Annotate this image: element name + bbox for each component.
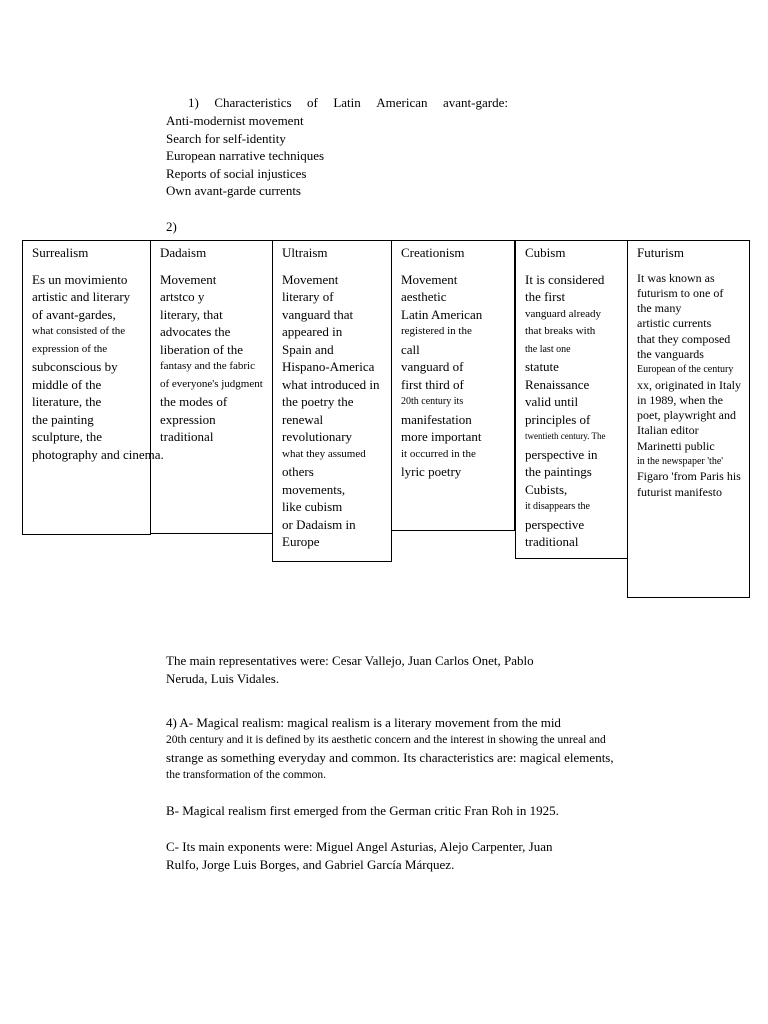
column-text-line: Marinetti public xyxy=(637,438,715,453)
table-column xyxy=(391,240,515,531)
column-text-line: sculpture, the xyxy=(32,429,103,444)
column-text-line: literary, that xyxy=(160,306,223,322)
column-text-line: of everyone's judgment xyxy=(160,377,263,390)
list-item: Own avant-garde currents xyxy=(166,183,301,198)
column-text-line: perspective xyxy=(525,516,585,532)
paragraph-line: strange as something everyday and common. Its characteristics are: magical elements, xyxy=(166,750,614,765)
heading-word: 1) xyxy=(188,95,199,110)
magical-realism-c xyxy=(166,838,553,873)
section1-heading xyxy=(188,94,508,112)
column-text-line: it occurred in the xyxy=(401,447,476,460)
list-item: Reports of social injustices xyxy=(166,165,307,181)
column-text-line: Movement xyxy=(282,271,339,287)
table-column xyxy=(272,240,392,562)
column-text-line: twentieth century. The xyxy=(525,431,606,441)
column-text-line: call xyxy=(401,341,420,357)
paragraph-line: The main representatives were: Cesar Vallejo, Juan Carlos Onet, Pablo xyxy=(166,653,534,668)
column-text-line: what introduced in xyxy=(282,376,380,392)
table-column xyxy=(150,240,273,534)
representatives-paragraph xyxy=(166,652,534,687)
column-text-line: photography and cinema. xyxy=(32,446,164,462)
column-text-line: Latin American xyxy=(401,306,483,322)
column-text-line: the painting xyxy=(32,411,94,427)
column-text-line: Renaissance xyxy=(525,376,590,392)
column-text-line: it disappears the xyxy=(525,501,590,512)
column-text-line: what consisted of the xyxy=(32,325,126,337)
column-text-line: European of the century xyxy=(637,364,734,376)
column-text-line: revolutionary xyxy=(282,429,353,444)
column-text-line: traditional xyxy=(160,429,214,444)
column-text-line: liberation of the xyxy=(160,341,244,357)
paragraph-line: Rulfo, Jorge Luis Borges, and Gabriel García Márquez. xyxy=(166,856,455,872)
list-item: European narrative techniques xyxy=(166,148,325,163)
column-text-line: Europe xyxy=(282,534,320,549)
paragraph-line: 4) A- Magical realism: magical realism is a literary movement from the mid xyxy=(166,715,561,730)
paragraph-line: the transformation of the common. xyxy=(166,768,327,781)
column-text-line: fantasy and the fabric xyxy=(160,360,255,372)
column-text-line: subconscious by xyxy=(32,359,118,374)
column-text-line: or Dadaism in xyxy=(282,516,356,532)
column-text-line: vanguard already xyxy=(525,307,602,320)
heading-word: Characteristics xyxy=(214,95,292,110)
column-title: Ultraism xyxy=(282,245,328,260)
column-text-line: the many xyxy=(637,301,682,316)
column-text-line: the first xyxy=(525,289,566,304)
column-text-line: manifestation xyxy=(401,411,472,427)
column-text-line: literary of xyxy=(282,289,334,304)
paragraph-line: C- Its main exponents were: Miguel Angel Asturias, Alejo Carpenter, Juan xyxy=(166,839,553,854)
column-text-line: artistic and literary xyxy=(32,289,131,304)
column-text-line: statute xyxy=(525,359,559,374)
column-text-line: It is considered xyxy=(525,271,605,287)
list-item: Search for self-identity xyxy=(166,130,286,146)
column-text-line: Es un movimiento xyxy=(32,271,128,287)
heading-word: American xyxy=(376,95,428,110)
column-text-line: Cubists, xyxy=(525,481,568,497)
column-text-line: literature, the xyxy=(32,394,102,409)
section2-label: 2) xyxy=(166,219,177,234)
column-title: Cubism xyxy=(525,245,566,260)
column-title: Surrealism xyxy=(32,245,89,260)
column-text-line: the paintings xyxy=(525,464,592,479)
column-text-line: that they composed xyxy=(637,331,731,346)
characteristics-list xyxy=(166,112,324,200)
column-text-line: Spain and xyxy=(282,341,334,357)
column-text-line: others xyxy=(282,464,314,479)
magical-realism-a xyxy=(166,714,614,784)
column-text-line: the poetry the xyxy=(282,394,354,409)
list-item: Anti-modernist movement xyxy=(166,113,304,128)
column-text-line: renewal xyxy=(282,411,324,427)
column-text-line: appeared in xyxy=(282,324,343,339)
column-text-line: movements, xyxy=(282,481,346,497)
column-text-line: Italian editor xyxy=(637,423,699,438)
column-text-line: lyric poetry xyxy=(401,464,462,479)
heading-word: avant-garde: xyxy=(442,95,508,110)
table-column xyxy=(627,240,750,598)
paragraph-line: 20th century and it is defined by its aesthetic concern and the interest in showing the unreal and xyxy=(166,733,606,746)
column-text-line: It was known as xyxy=(637,270,715,285)
column-text-line: valid until xyxy=(525,394,579,409)
column-text-line: of avant-gardes, xyxy=(32,306,116,322)
column-title: Creationism xyxy=(401,245,465,260)
column-text-line: artistic currents xyxy=(637,316,712,331)
column-text-line: traditional xyxy=(525,534,579,549)
heading-word: of xyxy=(307,95,318,110)
column-text-line: futurist manifesto xyxy=(637,484,722,499)
column-text-line: the vanguards xyxy=(637,346,704,361)
column-text-line: the modes of xyxy=(160,394,228,409)
column-text-line: aesthetic xyxy=(401,289,447,304)
magical-realism-b xyxy=(166,802,559,820)
column-text-line: vanguard that xyxy=(282,306,354,322)
column-text-line: in the newspaper 'the' xyxy=(637,456,724,468)
column-text-line: in 1989, when the xyxy=(637,392,723,407)
column-text-line: Movement xyxy=(160,271,217,287)
column-text-line: more important xyxy=(401,429,482,444)
column-text-line: middle of the xyxy=(32,376,102,392)
paragraph-line: B- Magical realism first emerged from the German critic Fran Roh in 1925. xyxy=(166,803,559,818)
column-text-line: like cubism xyxy=(282,499,343,514)
column-text-line: 20th century its xyxy=(401,396,464,407)
table-column xyxy=(515,240,628,559)
column-text-line: the last one xyxy=(525,343,571,355)
column-text-line: advocates the xyxy=(160,324,231,339)
column-text-line: poet, playwright and xyxy=(637,408,736,423)
column-text-line: Figaro 'from Paris his xyxy=(637,469,741,484)
column-text-line: what they assumed xyxy=(282,447,366,460)
column-text-line: registered in the xyxy=(401,325,472,337)
column-text-line: xx, originated in Italy xyxy=(637,377,741,392)
column-text-line: principles of xyxy=(525,411,591,427)
column-title: Dadaism xyxy=(160,245,207,260)
column-text-line: perspective in xyxy=(525,446,598,462)
column-text-line: Hispano-America xyxy=(282,359,375,374)
column-text-line: futurism to one of xyxy=(637,285,724,300)
paragraph-line: Neruda, Luis Vidales. xyxy=(166,670,280,686)
column-text-line: first third of xyxy=(401,376,464,392)
column-text-line: that breaks with xyxy=(525,325,596,337)
column-text-line: artstco y xyxy=(160,289,205,304)
column-text-line: expression xyxy=(160,411,216,427)
column-text-line: expression of the xyxy=(32,342,108,355)
column-text-line: vanguard of xyxy=(401,359,464,374)
column-title: Futurism xyxy=(637,245,684,260)
heading-word: Latin xyxy=(333,95,361,110)
table-column xyxy=(22,240,164,535)
column-text-line: Movement xyxy=(401,271,458,287)
